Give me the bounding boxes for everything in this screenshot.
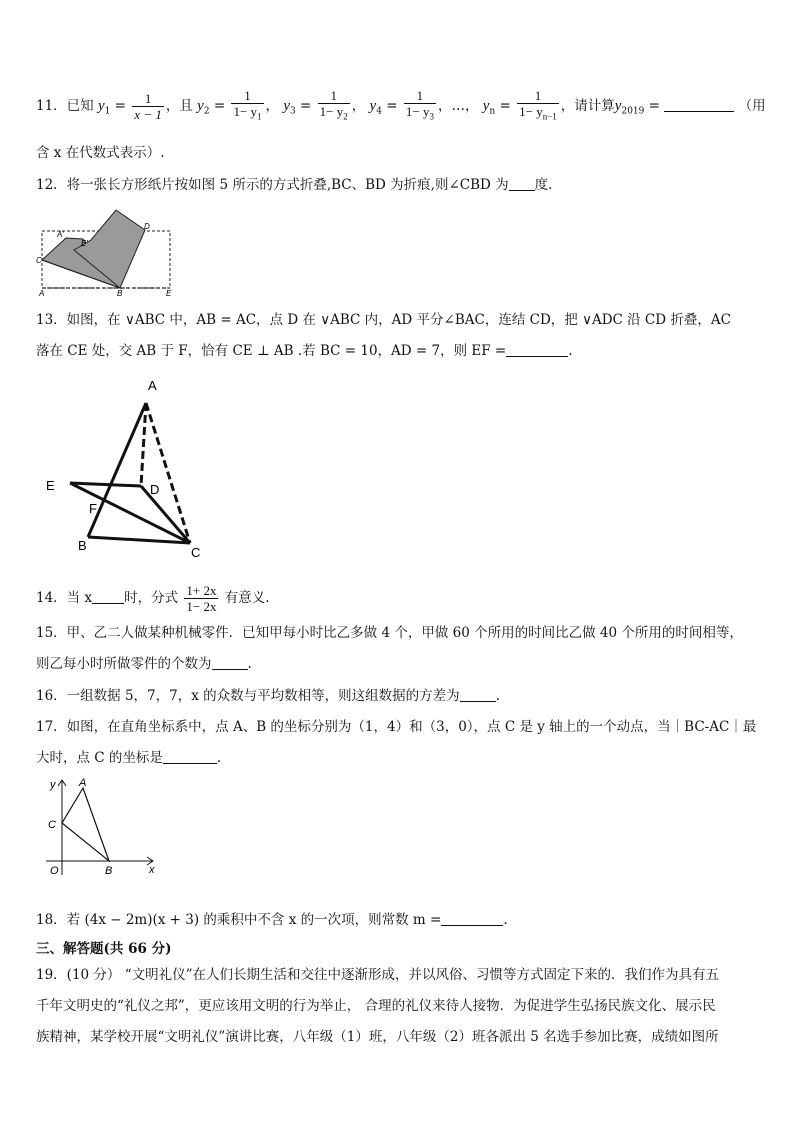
answer-blank[interactable] bbox=[460, 687, 496, 702]
fig-label-d: D bbox=[150, 482, 160, 497]
fraction-4: $\frac{1}{1- y_3}$ bbox=[405, 88, 434, 122]
q17-line1: 17．如图，在直角坐标系中，点 A、B 的坐标分别为（1，4）和（3，0），点 C 是 y 轴上的一个动点，当｜BC-AC｜最 bbox=[36, 719, 757, 735]
axis-label-y: y bbox=[50, 779, 56, 791]
q11-line1: 11．已知 $y_1$ = $\frac{1}{x - 1}$ ，且 $y_2$ = $\frac{1}{1- y_1}$ ， $y_3$ = $\frac{1}{1- y_2}$ ， $y_4$ = $\frac{1}{1- y_3}$ ，…， $y_n$ = $\frac{1}{1- y_{n-1}}$ ，请计算$y_{2019}$ = （用 bbox=[36, 88, 766, 125]
fig-label-e: E bbox=[46, 478, 55, 493]
q18-text: 18．若 (4x − 2m)(x + 3) 的乘积中不含 x 的一次项，则常数 m = . bbox=[36, 912, 508, 928]
fraction-n: $\frac{1}{1- y_{n-1}}$ bbox=[519, 88, 557, 122]
fig-label-f: F bbox=[89, 501, 97, 516]
q17-figure bbox=[40, 775, 165, 885]
q11-line2: 含 x 在代数式表示）. bbox=[36, 145, 165, 161]
fraction-q14: $\frac{1+ 2x}{1- 2x}$ bbox=[186, 583, 217, 614]
answer-blank[interactable] bbox=[92, 589, 124, 604]
q16-text: 16．一组数据 5，7，7，x 的众数与平均数相等，则这组数据的方差为 . bbox=[36, 688, 500, 704]
q19-line1: 19．(10 分） “文明礼仪”在人们长期生活和交往中逐渐形成，并以风俗、习惯等方式固定下来的．我们作为具有五 bbox=[36, 967, 720, 983]
fig-label-e-prime: E' bbox=[81, 239, 88, 248]
fig-label-b: B bbox=[105, 865, 113, 877]
fig-label-b: B bbox=[78, 538, 87, 553]
answer-blank[interactable] bbox=[506, 342, 568, 357]
fraction-3: $\frac{1}{1- y_2}$ bbox=[319, 88, 348, 122]
q13-line1: 13．如图，在 ∨ABC 中，AB = AC，点 D 在 ∨ABC 内，AD 平分∠BAC，连结 CD，把 ∨ADC 沿 CD 折叠，AC bbox=[36, 312, 731, 328]
answer-blank[interactable] bbox=[441, 911, 503, 926]
q15-line2: 则乙每小时所做零件的个数为 . bbox=[36, 656, 252, 672]
q14-text: 14．当 x 时，分式 $\frac{1+ 2x}{1- 2x}$ 有意义. bbox=[36, 583, 270, 614]
fig-label-d: D bbox=[144, 222, 150, 231]
answer-blank[interactable] bbox=[509, 176, 535, 191]
answer-blank[interactable] bbox=[212, 655, 248, 670]
fig-label-c: C bbox=[48, 819, 56, 831]
section-title: 三、解答题(共 66 分) bbox=[36, 941, 172, 957]
answer-blank[interactable] bbox=[664, 97, 734, 112]
q13-figure bbox=[40, 375, 220, 565]
q17-line2: 大时，点 C 的坐标是 . bbox=[36, 750, 222, 766]
q11-number: 11．已知 bbox=[36, 97, 94, 114]
axis-label-x: x bbox=[149, 864, 155, 876]
fig-label-e: E bbox=[166, 289, 172, 297]
fig-label-b: B bbox=[117, 289, 123, 297]
fig-label-c: C bbox=[36, 256, 42, 265]
q19-line2: 千年文明史的“礼仪之邦”，更应该用文明的行为举止， 合理的礼仪来待人接物．为促进学生弘扬民族文化、展示民 bbox=[36, 998, 716, 1014]
fig-label-a-prime: A' bbox=[57, 230, 64, 239]
fraction-1: $\frac{1}{x - 1}$ bbox=[134, 90, 162, 122]
fraction-2: $\frac{1}{1- y_1}$ bbox=[233, 88, 262, 122]
fig-label-a: A bbox=[148, 378, 157, 393]
answer-blank[interactable] bbox=[163, 749, 217, 764]
fig-label-o: O bbox=[50, 865, 59, 877]
q15-line1: 15．甲、乙二人做某种机械零件．已知甲每小时比乙多做 4 个，甲做 60 个所用的时间比乙做 40 个所用的时间相等， bbox=[36, 625, 743, 641]
q19-line3: 族精神，某学校开展“文明礼仪”演讲比赛，八年级（1）班，八年级（2）班各派出 5 名选手参加比赛，成绩如图所 bbox=[36, 1029, 719, 1045]
fig-label-a: A bbox=[39, 289, 45, 297]
fig-label-c: C bbox=[191, 545, 201, 560]
q13-line2: 落在 CE 处，交 AB 于 F，恰有 CE ⊥ AB .若 BC = 10，AD = 7，则 EF = . bbox=[36, 343, 573, 359]
q12-text: 12．将一张长方形纸片按如图 5 所示的方式折叠,BC、BD 为折痕,则∠CBD 为 度. bbox=[36, 177, 553, 193]
fig-label-a: A bbox=[79, 777, 87, 789]
q12-figure bbox=[36, 205, 176, 297]
